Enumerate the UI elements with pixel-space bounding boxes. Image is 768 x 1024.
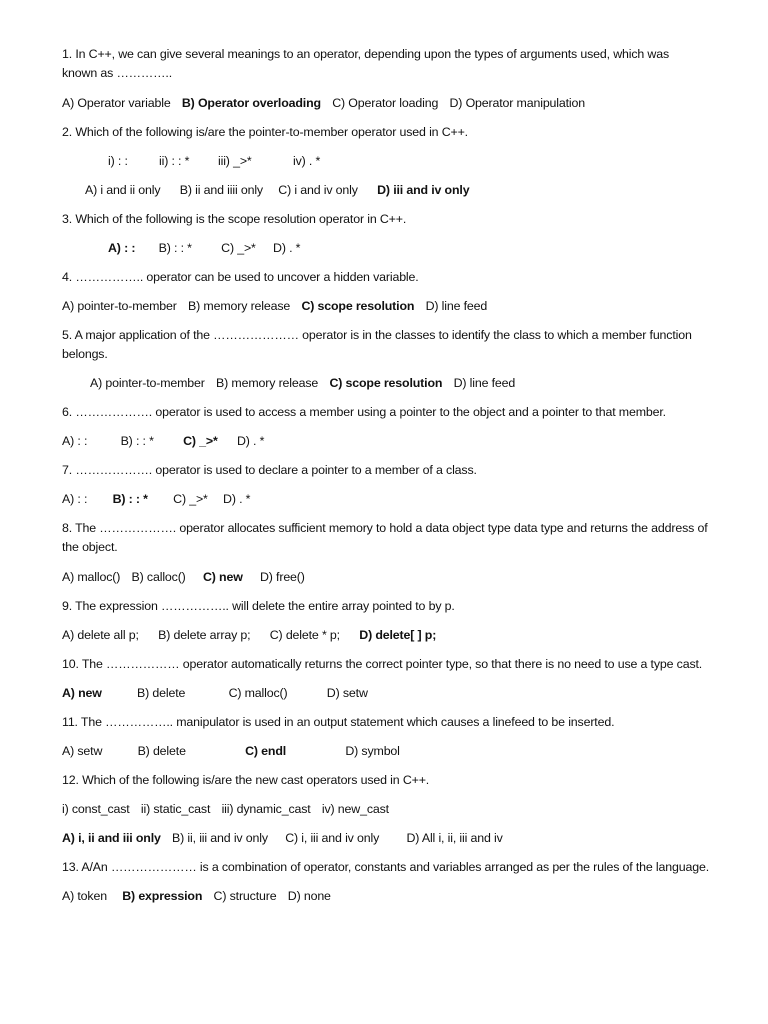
item-i: i) : : <box>108 154 128 168</box>
option-a: A) pointer-to-member <box>90 376 205 390</box>
question-6-options <box>62 434 272 449</box>
option-a: A) i, ii and iii only <box>62 831 161 845</box>
option-a: A) Operator variable <box>62 96 171 110</box>
option-c: C) new <box>202 570 243 584</box>
option-a: A) pointer-to-member <box>62 299 177 313</box>
option-c: C) _>* <box>173 492 208 506</box>
question-7-text: 7. ………………. operator is used to declare a pointer to a member of a class. <box>62 463 477 477</box>
question-3-options <box>108 241 308 256</box>
question-11-text: 11. The …………….. manipulator is used in an output statement which causes a linefeed to be inserted. <box>62 715 615 729</box>
question-13-options <box>62 889 339 904</box>
option-a: A) : : <box>62 492 88 506</box>
option-c: C) i and iv only <box>278 183 358 197</box>
question-12-options <box>62 831 511 846</box>
item-iv: iv) . * <box>293 154 321 168</box>
question-13-text: 13. A/An ………………… is a combination of operator, constants and variables arranged as per the rules of the language. <box>62 860 710 874</box>
question-5-text: 5. A major application of the ………………… operator is in the classes to identify the class to which a member function <box>62 328 692 342</box>
option-d: D) symbol <box>345 744 400 758</box>
question-10-options <box>62 686 376 701</box>
question-5-text-cont: belongs. <box>62 347 108 361</box>
option-d: D) setw <box>326 686 368 700</box>
option-a: A) i and ii only <box>85 183 161 197</box>
option-a: A) new <box>62 686 102 700</box>
option-c: C) Operator loading <box>332 96 439 110</box>
question-8-text-cont: the object. <box>62 540 118 554</box>
question-4-text: 4. …………….. operator can be used to uncover a hidden variable. <box>62 270 419 284</box>
question-9-options <box>62 628 444 643</box>
option-d: D) Operator manipulation <box>449 96 586 110</box>
option-b: B) : : * <box>158 241 192 255</box>
question-2-text: 2. Which of the following is/are the pointer-to-member operator used in C++. <box>62 125 468 139</box>
option-d: D) iii and iv only <box>377 183 470 197</box>
option-b: B) memory release <box>216 376 319 390</box>
question-1-options <box>62 96 593 111</box>
option-c: C) _>* <box>183 434 218 448</box>
question-1-text-cont: known as ………….. <box>62 66 172 80</box>
option-b: B) delete <box>137 744 186 758</box>
option-d: D) free() <box>259 570 305 584</box>
item-iii: iii) dynamic_cast <box>221 802 311 816</box>
option-d: D) line feed <box>425 299 488 313</box>
option-c: C) scope resolution <box>329 376 443 390</box>
question-4-options <box>62 299 495 314</box>
option-b: B) : : * <box>120 434 154 448</box>
question-3-text: 3. Which of the following is the scope resolution operator in C++. <box>62 212 407 226</box>
option-c: C) structure <box>213 889 277 903</box>
option-d: D) . * <box>236 434 265 448</box>
item-iii: iii) _>* <box>218 154 252 168</box>
option-b: B) delete array p; <box>158 628 251 642</box>
option-d: D) none <box>287 889 331 903</box>
option-a: A) : : <box>108 241 136 255</box>
option-b: B) ii and iiii only <box>179 183 263 197</box>
option-a: A) token <box>62 889 107 903</box>
option-d: D) All i, ii, iii and iv <box>406 831 503 845</box>
question-8-text: 8. The ………………. operator allocates sufficient memory to hold a data object type data type and returns the address of <box>62 521 708 535</box>
question-8-options <box>62 570 313 585</box>
question-7-options <box>62 492 258 507</box>
question-12-items <box>62 802 397 817</box>
option-a: A) setw <box>62 744 103 758</box>
option-c: C) i, iii and iv only <box>285 831 380 845</box>
question-10-text: 10. The ……………… operator automatically returns the correct pointer type, so that there is no need to use a type cast. <box>62 657 703 671</box>
option-b: B) Operator overloading <box>181 96 321 110</box>
question-12-text: 12. Which of the following is/are the new cast operators used in C++. <box>62 773 430 787</box>
question-11-options <box>62 744 408 759</box>
question-6-text: 6. ………………. operator is used to access a member using a pointer to the object and a pointer to that member. <box>62 405 666 419</box>
option-b: B) ii, iii and iv only <box>172 831 268 845</box>
option-a: A) : : <box>62 434 88 448</box>
question-5-options <box>90 376 523 391</box>
question-9-text: 9. The expression …………….. will delete the entire array pointed to by p. <box>62 599 455 613</box>
option-a: A) malloc() <box>62 570 121 584</box>
option-b: B) : : * <box>112 492 148 506</box>
question-2-options <box>85 183 477 198</box>
option-b: B) calloc() <box>131 570 186 584</box>
option-b: B) memory release <box>188 299 291 313</box>
item-ii: ii) : : * <box>159 154 190 168</box>
question-1-text: 1. In C++, we can give several meanings to an operator, depending upon the types of arguments used, which was <box>62 47 670 61</box>
item-i: i) const_cast <box>62 802 130 816</box>
option-d: D) . * <box>273 241 301 255</box>
option-d: D) . * <box>223 492 251 506</box>
option-c: C) malloc() <box>228 686 288 700</box>
option-a: A) delete all p; <box>62 628 139 642</box>
item-ii: ii) static_cast <box>140 802 211 816</box>
option-c: C) _>* <box>221 241 256 255</box>
option-c: C) endl <box>245 744 287 758</box>
item-iv: iv) new_cast <box>321 802 389 816</box>
option-d: D) delete[ ] p; <box>359 628 437 642</box>
option-b: B) expression <box>122 889 203 903</box>
option-d: D) line feed <box>453 376 516 390</box>
option-b: B) delete <box>137 686 186 700</box>
option-c: C) delete * p; <box>269 628 340 642</box>
option-c: C) scope resolution <box>301 299 415 313</box>
